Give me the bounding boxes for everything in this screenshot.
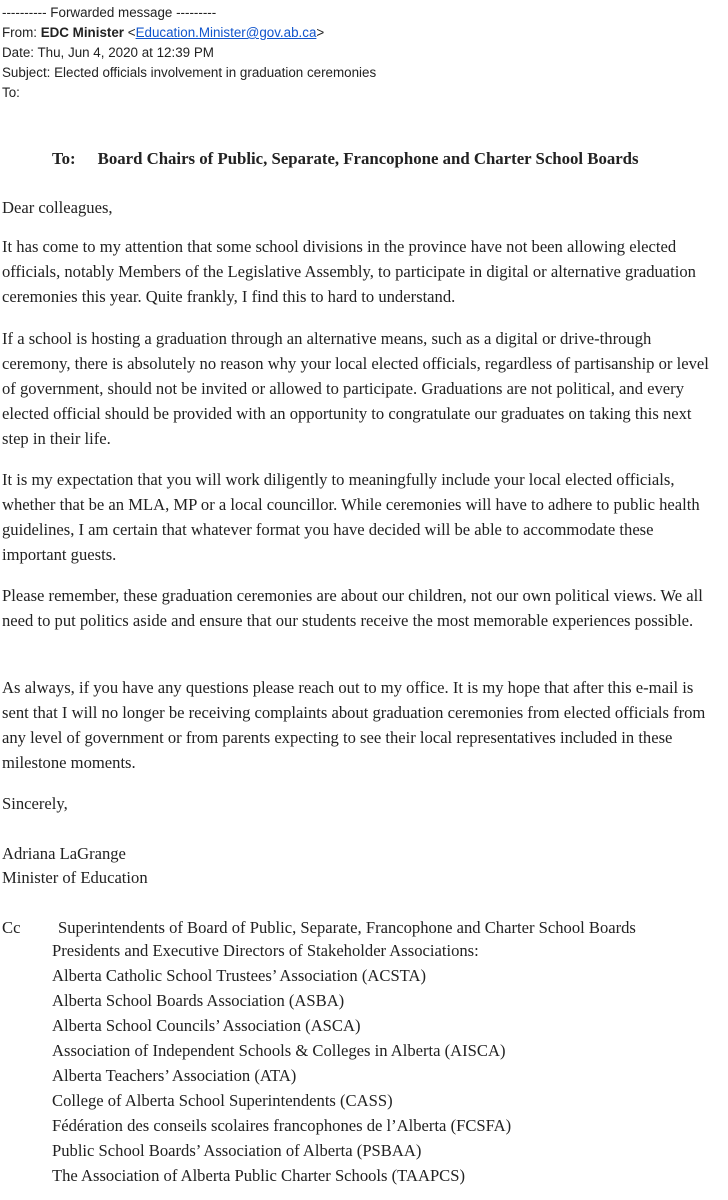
sender-email-link[interactable]: Education.Minister@gov.ab.ca [135,25,317,40]
paragraph-1: It has come to my attention that some school divisions in the province have not been allowing elected officials, notably Members of the Legislative Assembly, to participate in digital or alternative graduation ceremonies this year. Quite frankly, I find this to hard to understand. [2,237,696,306]
cc-item: The Association of Alberta Public Charter Schools (TAAPCS) [52,1166,466,1185]
letter-to-label: To: [52,149,76,168]
to-line: To: [2,85,20,100]
cc-item: Alberta School Boards Association (ASBA) [52,991,345,1010]
email-bracket-close: > [316,25,325,40]
cc-item: College of Alberta School Superintendents (CASS) [52,1091,393,1110]
signer-title: Minister of Education [2,868,148,887]
cc-item: Alberta Catholic School Trustees’ Association (ACSTA) [52,966,426,985]
cc-first-recipient: Superintendents of Board of Public, Separate, Francophone and Charter School Boards [58,918,636,937]
cc-item: Public School Boards’ Association of Alberta (PSBAA) [52,1141,422,1160]
salutation: Dear colleagues, [2,198,113,217]
letter-recipients [52,146,639,171]
closing: Sincerely, [2,794,68,813]
cc-list [52,938,511,1188]
cc-item: Association of Independent Schools & Colleges in Alberta (AISCA) [52,1041,506,1060]
from-label: From: [2,25,41,40]
sender-name: EDC Minister [40,25,125,40]
date-line: Date: Thu, Jun 4, 2020 at 12:39 PM [2,45,214,60]
subject-line: Subject: Elected officials involvement in graduation ceremonies [2,65,377,80]
from-line [2,25,324,41]
forwarded-marker: ---------- Forwarded message --------- [2,5,217,20]
cc-item: Presidents and Executive Directors of Stakeholder Associations: [52,941,479,960]
cc-label: Cc [2,918,21,937]
paragraph-4: Please remember, these graduation ceremonies are about our children, not our own political views. We all need to put politics aside and ensure that our students receive the most memorable experiences possible. [2,586,703,630]
signer-name: Adriana LaGrange [2,844,126,863]
cc-item: Alberta Teachers’ Association (ATA) [52,1066,297,1085]
cc-item: Alberta School Councils’ Association (ASCA) [52,1016,361,1035]
paragraph-5: As always, if you have any questions please reach out to my office. It is my hope that after this e-mail is sent that I will no longer be receiving complaints about graduation ceremonies from elected officials from any level of government or from parents expecting to see their local representatives included in these milestone moments. [2,678,706,772]
cc-item: Fédération des conseils scolaires francophones de l’Alberta (FCSFA) [52,1116,512,1135]
paragraph-2: If a school is hosting a graduation through an alternative means, such as a digital or drive-through ceremony, there is absolutely no reason why your local elected officials, regardless of partisanship or level of government, should not be invited or allowed to participate. Graduations are not political, and every elected official should be provided with an opportunity to congratulate our graduates on taking this next step in their life. [2,329,709,448]
paragraph-3: It is my expectation that you will work diligently to meaningfully include your local elected officials, whether that be an MLA, MP or a local councillor. While ceremonies will have to adhere to public health guidelines, I am certain that whatever format you have decided will be able to accommodate these important guests. [2,470,700,564]
email-bracket-open: < [124,25,136,40]
letter-to-recipients: Board Chairs of Public, Separate, Francophone and Charter School Boards [97,149,639,168]
